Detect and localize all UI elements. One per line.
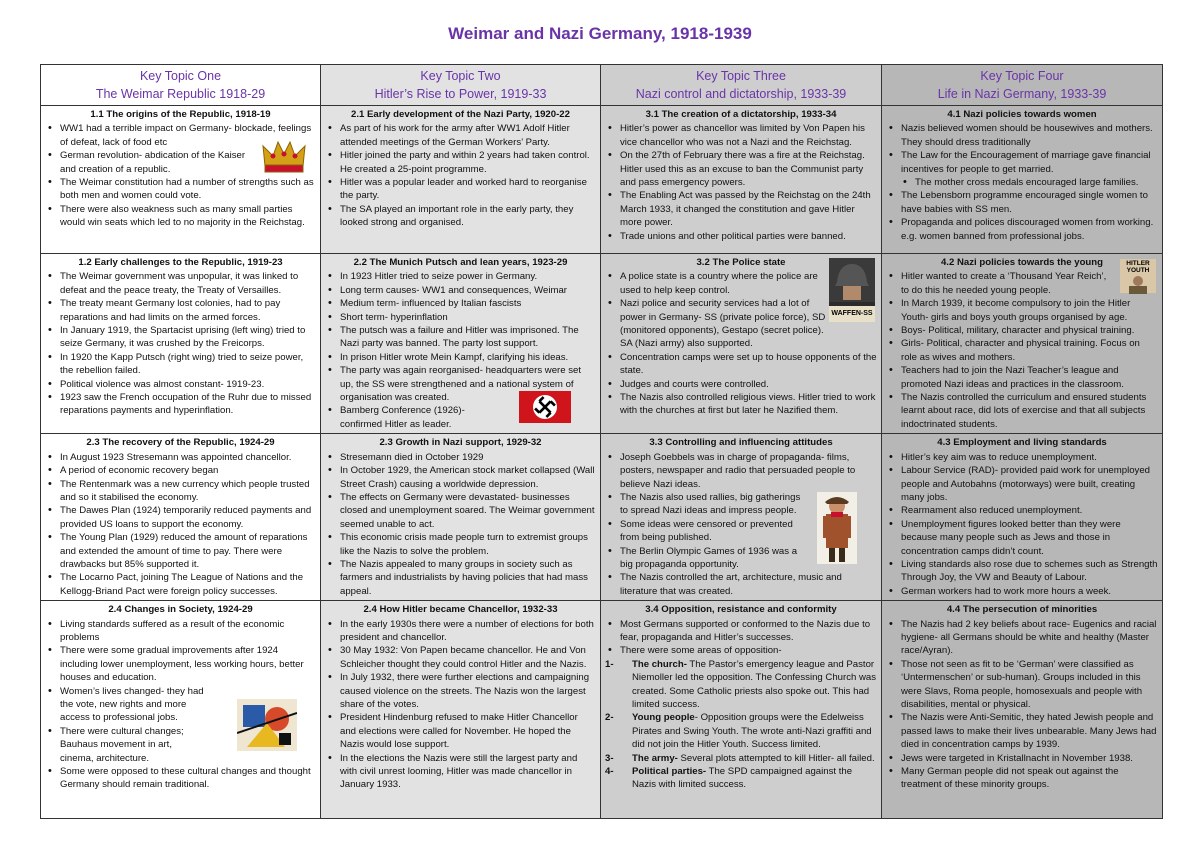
list-item: • Joseph Goebbels was in charge of propaganda- films, posters, newspaper and radio that persuaded people to believe Nazi ideas. [620, 451, 877, 491]
cell-4-3 [601, 601, 882, 819]
section-title: 3.1 The creation of a dictatorship, 1933-34 [645, 109, 837, 120]
list-item: • Stresemann died in October 1929 [340, 451, 596, 464]
list-item: • The Lebensborn programme encouraged single women to have babies with SS men. [901, 189, 1158, 216]
list-item: • Propaganda and polices discouraged women from working. e.g. women banned from professional jobs. [901, 216, 1158, 243]
list-item: • In prison Hitler wrote Mein Kampf, clarifying his ideas. [340, 351, 596, 364]
cell-3-2 [321, 434, 601, 601]
section-title: 4.4 The persecution of minorities [946, 604, 1098, 616]
row-3 [41, 434, 1163, 601]
cell-3-3 [601, 434, 882, 601]
list-item: • Teachers had to join the Nazi Teacher’s league and promoted Nazi ideas and practices in the classroom. [901, 364, 1158, 391]
section-title: 2.1 Early development of the Nazi Party, 1920-22 [351, 109, 570, 120]
topic-number: Key Topic Four [980, 69, 1064, 83]
list-item: • The Locarno Pact, joining The League of Nations and the Kellogg-Briand Pact were foreign policy successes. [60, 571, 316, 598]
poster-caption: WAFFEN-SS [829, 306, 875, 322]
term: The church- [632, 658, 687, 670]
list-item: • The Berlin Olympic Games of 1936 was a big propaganda opportunity. [620, 545, 877, 572]
list-item: • The Nazis appealed to many groups in society such as farmers and industrialists by having policies that had mass appeal. [340, 558, 596, 598]
list-item: • Those not seen as fit to be ‘German’ were classified as ‘Untermenschen’ or sub-human). Groups included in this were Slavs, Roma people, homosexuals and people with disabilities, mental or physical. [901, 658, 1158, 712]
page-title: Weimar and Nazi Germany, 1918-1939 [448, 24, 752, 43]
list-item: • Nazis believed women should be housewives and mothers. They should dress traditionally [901, 122, 1158, 149]
list-item: • The treaty meant Germany lost colonies, had to pay reparations and had limits on the armed forces. [60, 297, 316, 324]
list-item: • Bamberg Conference (1926)- confirmed Hitler as leader. [340, 404, 596, 431]
list-item: • There were some gradual improvements after 1924 including lower unemployment, less working hours, better houses and education. [60, 644, 316, 684]
list-item: • The Nazis had 2 key beliefs about race- Eugenics and racial hygiene- all Germans should be white and healthy (Master race/Ayran). [901, 618, 1158, 658]
topic-header-2 [321, 65, 601, 106]
list-item: • Jews were targeted in Kristallnacht in November 1938. [901, 752, 1158, 765]
term: Political parties- [632, 766, 707, 778]
list-item: • Short term- hyperinflation [340, 311, 596, 324]
crown-image [261, 138, 307, 174]
list-item: • Long term causes- WW1 and consequences, Weimar [340, 284, 596, 297]
section-title: 2.4 Changes in Society, 1924-29 [108, 604, 253, 616]
point-list [886, 122, 1158, 243]
list-item: • Living standards suffered as a result of the economic problems [60, 618, 316, 645]
list-item: • The Weimar government was unpopular, it was linked to defeat and the peace treaty, the Treaty of Versailles. [60, 270, 316, 297]
list-item: • Trade unions and other political parties were banned. [620, 230, 877, 243]
list-item: • In the early 1930s there were a number of elections for both president and chancellor. [340, 618, 596, 645]
list-item: • Judges and courts were controlled. [620, 378, 877, 391]
list-item: • German revolution- abdication of the Kaiser and creation of a republic. [60, 149, 316, 176]
item-text: Several plots attempted to kill Hitler- all failed. [677, 752, 875, 764]
cell-3-1 [41, 434, 321, 601]
list-item: • In 1923 Hitler tried to seize power in Germany. [340, 270, 596, 283]
section-title: 3.3 Controlling and influencing attitudes [649, 437, 833, 449]
list-item: • Most Germans supported or conformed to the Nazis due to fear, propaganda and Hitler’s successes. [620, 618, 877, 645]
list-item: • Many German people did not speak out against the treatment of these minority groups. [901, 765, 1158, 792]
list-item: • In July 1932, there were further elections and campaigning caused violence on the streets. The Nazis won the largest share of the votes. [340, 671, 596, 711]
list-item: • Some ideas were censored or prevented from being published. [620, 518, 877, 545]
list-item: • Unemployment figures looked better than they were because many people such as Jews and those in concentration camps didn’t count. [901, 518, 1158, 558]
list-item [620, 711, 877, 751]
list-item: • The Law for the Encouragement of marriage gave financial incentives for people to get married. [901, 149, 1158, 176]
list-item: • The putsch was a failure and Hitler was imprisoned. The Nazi party was banned. The party lost support. [340, 324, 596, 351]
header-row [41, 65, 1163, 106]
list-item: • Political violence was almost constant- 1919-23. [60, 378, 316, 391]
term: The army- [632, 752, 678, 764]
list-item: • In March 1939, it become compulsory to join the Hitler Youth- girls and boys youth groups organised by age. [901, 297, 1158, 324]
point-list [886, 270, 1158, 431]
point-list [605, 618, 877, 792]
cell-2-2 [321, 254, 601, 434]
point-list [45, 270, 316, 417]
list-item: • The Nazis were Anti-Semitic, they hated Jewish people and passed laws to make their lives unbearable. Many Jews had died in concentration camps by 1939. [901, 711, 1158, 751]
topic-title: Life in Nazi Germany, 1933-39 [937, 87, 1107, 101]
list-item: • In October 1929, the American stock market collapsed (Wall Street Crash) causing a worldwide depression. [340, 464, 596, 491]
list-item: • The party was again reorganised- headquarters were set up, the SS were strengthened and a national system of organisation was created. [340, 364, 596, 404]
list-item: • Hitler was a popular leader and worked hard to reorganise the party. [340, 176, 596, 203]
section-title: 1.2 Early challenges to the Republic, 1919-23 [78, 257, 283, 268]
list-item: • Hitler’s key aim was to reduce unemployment. [901, 451, 1158, 464]
topic-number: Key Topic Three [696, 69, 786, 83]
row-2 [41, 254, 1163, 434]
revision-grid [40, 64, 1163, 819]
list-item: • In August 1923 Stresemann was appointed chancellor. [60, 451, 316, 464]
cell-1-4 [882, 106, 1163, 254]
topic-title: Hitler’s Rise to Power, 1919-33 [374, 87, 547, 101]
point-list [886, 618, 1158, 792]
cell-2-4 [882, 254, 1163, 434]
list-item: • Concentration camps were set up to house opponents of the state. [620, 351, 877, 378]
topic-header-3 [601, 65, 882, 106]
list-item: • 1923 saw the French occupation of the Ruhr due to missed reparations payments and hyperinflation. [60, 391, 316, 418]
list-item: • On the 27th of February there was a fire at the Reichstag. Hitler used this as an excuse to ban the Communist party and pass emergency powers. [620, 149, 877, 189]
list-item: • President Hindenburg refused to make Hitler Chancellor and elections were called for November. He hoped the Nazis would lose support. [340, 711, 596, 751]
list-item: • Women’s lives changed- they had the vote, new rights and more access to professional jobs. [60, 685, 316, 725]
list-item: • In the elections the Nazis were still the largest party and with civil unrest looming, Hitler was made chancellor in January 1933. [340, 752, 596, 792]
list-item: • The Nazis also controlled religious views. Hitler tried to work with the churches at first but later he Nazified them. [620, 391, 877, 418]
section-title: 3.2 The Police state [696, 257, 786, 268]
list-item: • The SA played an important role in the early party, they looked strong and organised. [340, 203, 596, 230]
list-item [620, 765, 877, 792]
list-item: • The mother cross medals encouraged large families. [915, 176, 1158, 189]
cell-2-3 [601, 254, 882, 434]
section-title: 4.1 Nazi policies towards women [947, 109, 1097, 120]
hitler-youth-poster-image [1120, 259, 1156, 293]
list-item: • A police state is a country where the police are used to help keep control. [620, 270, 877, 297]
list-item: • The Nazis controlled the art, architecture, music and literature that was created. [620, 571, 877, 598]
point-list [45, 451, 316, 598]
topic-title: The Weimar Republic 1918-29 [95, 87, 266, 101]
topic-number: Key Topic Two [420, 69, 501, 83]
section-title: 1.1 The origins of the Republic, 1918-19 [90, 109, 271, 120]
list-item: • The Young Plan (1929) reduced the amount of reparations and extended the amount of time to pay. There were drawbacks but 85% supported it. [60, 531, 316, 571]
waffen-ss-poster-image [829, 258, 875, 318]
poster-caption: HITLER YOUTH [1126, 260, 1150, 274]
list-item: • Hitler wanted to create a ‘Thousand Year Reich’, to do this he needed young people. [901, 270, 1158, 297]
cell-1-2 [321, 106, 601, 254]
row-4 [41, 601, 1163, 819]
list-item: • There were cultural changes; Bauhaus movement in art, cinema, architecture. [60, 725, 316, 765]
section-title: 2.3 Growth in Nazi support, 1929-32 [379, 437, 542, 449]
list-item: • 30 May 1932: Von Papen became chancellor. He and Von Schleicher thought they could control Hitler and the Nazis. [340, 644, 596, 671]
list-item: • As part of his work for the army after WW1 Adolf Hitler attended meetings of the German Workers’ Party. [340, 122, 596, 149]
section-title: 2.2 The Munich Putsch and lean years, 1923-29 [353, 257, 568, 268]
item-text: The Pastor’s emergency league and Pastor Niemoller led the opposition. The Confessing Church was created. Some Catholic priests also spoke out. This had limited success. [632, 658, 877, 710]
list-item: • The Nazis controlled the curriculum and ensured students learnt about race, did lots of exercise and that all subjects indoctrinated students. [901, 391, 1158, 431]
list-item: • Rearmament also reduced unemployment. [901, 504, 1158, 517]
topic-number: Key Topic One [139, 69, 222, 83]
list-item: • The Enabling Act was passed by the Reichstag on the 24th March 1933, it changed the constitution and gave Hitler more power. [620, 189, 877, 229]
list-item: • Nazi police and security services had a lot of power in Germany- SS (private police force), SD (monitored opponents), Gestapo (secret police). SA (Nazi army) also supported. [620, 297, 877, 351]
list-item [620, 658, 877, 712]
propaganda-poster-image [817, 492, 857, 564]
cell-1-1 [41, 106, 321, 254]
list-item: • German workers had to work more hours a week. [901, 585, 1158, 598]
list-item: • WW1 had a terrible impact on Germany- blockade, feelings of defeat, lack of food etc [60, 122, 316, 149]
section-title: 4.2 Nazi policies towards the young [940, 257, 1104, 268]
cell-2-1 [41, 254, 321, 434]
cell-4-2 [321, 601, 601, 819]
point-list [325, 122, 596, 229]
list-item [620, 752, 877, 765]
list-item: • Some were opposed to these cultural changes and thought Germany should remain traditional. [60, 765, 316, 792]
list-item: • Girls- Political, character and physical training. Focus on role as wives and mothers. [901, 337, 1158, 364]
topic-header-4 [882, 65, 1163, 106]
topic-title: Nazi control and dictatorship, 1933-39 [635, 87, 847, 101]
list-item: • Labour Service (RAD)- provided paid work for unemployed people and Autobahns (motorways) were built, creating many jobs. [901, 464, 1158, 504]
list-item: • Medium term- influenced by Italian fascists [340, 297, 596, 310]
list-item: • The Nazis also used rallies, big gatherings to spread Nazi ideas and impress people. [620, 491, 877, 518]
list-item: • There were some areas of opposition- [620, 644, 877, 657]
item-text: - Opposition groups were the Edelweiss Pirates and Swing Youth. The wrote anti-Nazi graffiti and did not join the Hitler Youth. Success limited. [632, 712, 872, 751]
term: Young people [632, 712, 695, 724]
list-item: • The effects on Germany were devastated- businesses closed and unemployment soared. The Weimar government seemed unable to act. [340, 491, 596, 531]
item-text: The SPD campaigned against the Nazis with limited success. [632, 766, 853, 791]
section-title: 2.3 The recovery of the Republic, 1924-29 [86, 437, 275, 449]
list-item: • This economic crisis made people turn to extremist groups like the Nazis to solve the problem. [340, 531, 596, 558]
list-item: • Hitler joined the party and within 2 years had taken control. He created a 25-point programme. [340, 149, 596, 176]
list-item: • The Rentenmark was a new currency which people trusted and so it stabilised the economy. [60, 478, 316, 505]
point-list [325, 618, 596, 792]
cell-4-1 [41, 601, 321, 819]
point-list [605, 122, 877, 243]
topic-header-1 [41, 65, 321, 106]
bauhaus-art-image [237, 699, 297, 751]
cell-3-4 [882, 434, 1163, 601]
list-item: • Living standards also rose due to schemes such as Strength Through Joy, the VW and Beauty of Labour. [901, 558, 1158, 585]
list-item: • In January 1919, the Spartacist uprising (left wing) tried to seize Germany, it was crushed by the Freicorps. [60, 324, 316, 351]
point-list [886, 451, 1158, 598]
list-item: • Boys- Political, military, character and physical training. [901, 324, 1158, 337]
list-item: • In 1920 the Kapp Putsch (right wing) tried to seize power, the rebellion failed. [60, 351, 316, 378]
section-title: 2.4 How Hitler became Chancellor, 1932-33 [363, 604, 558, 616]
list-item: • The Dawes Plan (1924) temporarily reduced payments and provided US loans to support the economy. [60, 504, 316, 531]
cell-4-4 [882, 601, 1163, 819]
list-item: • Hitler’s power as chancellor was limited by Von Papen his vice chancellor who was not a Nazi and the Reichstag. [620, 122, 877, 149]
point-list [325, 451, 596, 598]
list-item: • There were also weakness such as many small parties would win seats which led to no majority in the Reichstag. [60, 203, 316, 230]
youth-figure-icon [1120, 274, 1156, 294]
cell-1-3 [601, 106, 882, 254]
section-title: 4.3 Employment and living standards [937, 437, 1107, 449]
list-item: • The Weimar constitution had a number of strengths such as both men and women could vote. [60, 176, 316, 203]
swastika-flag-image [519, 391, 571, 423]
row-1 [41, 106, 1163, 254]
soldier-helmet-icon [829, 258, 875, 302]
list-item: • A period of economic recovery began [60, 464, 316, 477]
section-title: 3.4 Opposition, resistance and conformity [645, 604, 837, 616]
